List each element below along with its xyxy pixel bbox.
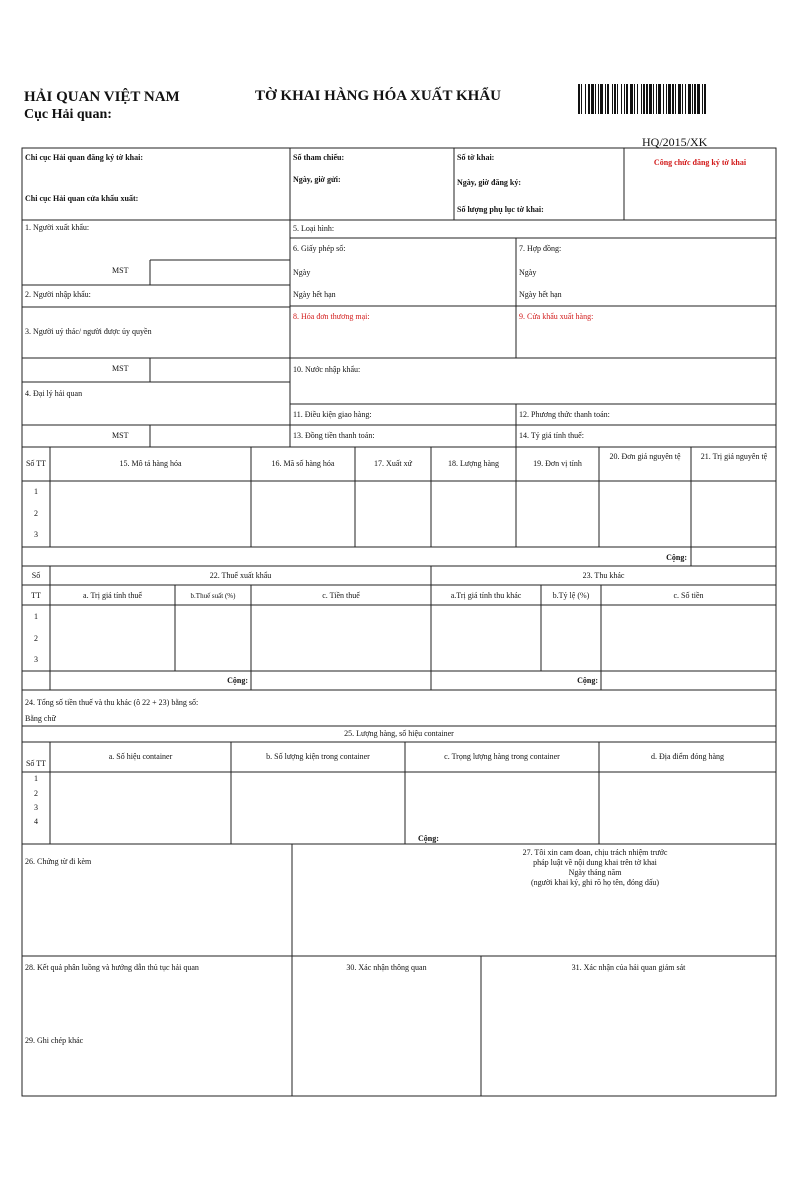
total-numbers-label: 24. Tổng số tiền thuế và thu khác (ô 22 + 23) bằng số: bbox=[25, 698, 199, 707]
license-expiry-label: Ngày hết hạn bbox=[293, 290, 336, 299]
goods-total-label: Cộng: bbox=[666, 553, 687, 562]
tax-row-no: 1 bbox=[34, 612, 38, 621]
goods-header-desc: 15. Mô tả hàng hóa bbox=[119, 459, 182, 468]
goods-header-qty: 18. Lượng hàng bbox=[447, 459, 499, 468]
type-label: 5. Loại hình: bbox=[293, 224, 335, 233]
container-row-no: 1 bbox=[34, 774, 38, 783]
agent-label: 4. Đại lý hải quan bbox=[25, 389, 83, 398]
tax-sub-rate: b.Thuế suất (%) bbox=[190, 592, 236, 600]
tax-header-no: Số bbox=[31, 571, 41, 580]
other-sub-value: a.Trị giá tính thu khác bbox=[450, 591, 522, 600]
other-total-label: Cộng: bbox=[577, 676, 598, 685]
delivery-terms-label: 11. Điều kiện giao hàng: bbox=[293, 410, 372, 419]
other-tax-header: 23. Thu khác bbox=[582, 571, 625, 580]
goods-header-no: Số TT bbox=[25, 459, 47, 468]
contract-label: 7. Hợp đồng: bbox=[519, 244, 562, 253]
officer-label: Công chức đăng ký tờ khai bbox=[653, 158, 747, 167]
payment-method-label: 12. Phương thức thanh toán: bbox=[519, 410, 610, 419]
commitment-line-2: pháp luật về nội dung khai trên tờ khai bbox=[533, 858, 657, 867]
clearance-label: 30. Xác nhận thông quan bbox=[346, 963, 427, 972]
goods-row-no: 2 bbox=[34, 509, 38, 518]
other-sub-amount: c. Số tiền bbox=[673, 591, 704, 600]
invoice-label: 8. Hóa đơn thương mại: bbox=[293, 312, 370, 321]
container-header-number: a. Số hiệu container bbox=[108, 752, 173, 761]
contract-expiry-label: Ngày hết hạn bbox=[519, 290, 562, 299]
container-total-label: Cộng: bbox=[418, 834, 439, 843]
ref-no-label: Số tham chiếu: bbox=[293, 153, 345, 162]
branch-border-label: Chi cục Hải quan cửa khẩu xuất: bbox=[25, 194, 139, 203]
exporter-mst-label: MST bbox=[112, 266, 129, 275]
agency-name: HẢI QUAN VIỆT NAM bbox=[24, 89, 180, 105]
department-label: Cục Hải quan: bbox=[24, 107, 112, 122]
goods-row-no: 1 bbox=[34, 487, 38, 496]
goods-header-origin: 17. Xuất xứ bbox=[374, 459, 412, 468]
tax-row-no: 2 bbox=[34, 634, 38, 643]
trustor-label: 3. Người uỷ thác/ người được ủy quyền bbox=[25, 327, 152, 336]
contract-date-label: Ngày bbox=[519, 268, 537, 277]
supervision-label: 31. Xác nhận của hải quan giám sát bbox=[571, 963, 686, 972]
commitment-date: Ngày tháng năm bbox=[568, 868, 622, 877]
attached-docs-label: 26. Chứng từ đi kèm bbox=[25, 857, 92, 866]
other-notes-label: 29. Ghi chép khác bbox=[25, 1036, 84, 1045]
tax-row-no: 3 bbox=[34, 655, 38, 664]
license-label: 6. Giấy phép số: bbox=[293, 244, 346, 253]
license-date-label: Ngày bbox=[293, 268, 311, 277]
tax-sub-taxable-value: a. Trị giá tính thuế bbox=[83, 591, 142, 600]
form-code: HQ/2015/XK bbox=[642, 135, 708, 149]
goods-row-no: 3 bbox=[34, 530, 38, 539]
form-title: TỜ KHAI HÀNG HÓA XUẤT KHẨU bbox=[255, 88, 501, 104]
commitment-sign-note: (người khai ký, ghi rõ họ tên, đóng dấu) bbox=[530, 878, 660, 887]
tax-total-label: Cộng: bbox=[227, 676, 248, 685]
decl-no-label: Số tờ khai: bbox=[457, 153, 495, 162]
container-header-place: d. Địa điểm đóng hàng bbox=[650, 752, 725, 761]
in-words-label: Bằng chữ bbox=[25, 714, 56, 723]
goods-header-unit-price: 20. Đơn giá nguyên tệ bbox=[609, 452, 681, 461]
appendix-count-label: Số lượng phụ lục tờ khai: bbox=[457, 205, 544, 214]
container-title: 25. Lượng hàng, số hiệu container bbox=[344, 729, 454, 738]
tax-header-tt: TT bbox=[31, 591, 41, 600]
container-header-packages: b. Số lượng kiện trong container bbox=[266, 752, 370, 761]
goods-header-unit: 19. Đơn vị tính bbox=[533, 459, 582, 468]
sent-time-label: Ngày, giờ gửi: bbox=[293, 175, 341, 184]
export-tax-header: 22. Thuế xuất khẩu bbox=[209, 571, 272, 580]
reg-time-label: Ngày, giờ đăng ký: bbox=[457, 178, 521, 187]
container-row-no: 4 bbox=[34, 817, 38, 826]
container-row-no: 2 bbox=[34, 789, 38, 798]
importer-label: 2. Người nhập khẩu: bbox=[25, 290, 91, 299]
commitment-line-1: 27. Tôi xin cam đoan, chịu trách nhiệm trước bbox=[522, 848, 668, 857]
export-port-label: 9. Cửa khẩu xuất hàng: bbox=[519, 312, 594, 321]
tax-sub-amount: c. Tiền thuế bbox=[322, 591, 360, 600]
trustor-mst-label: MST bbox=[112, 364, 129, 373]
agent-mst-label: MST bbox=[112, 431, 129, 440]
container-header-no: Số TT bbox=[25, 759, 47, 768]
container-header-weight: c. Trọng lượng hàng trong container bbox=[444, 752, 560, 761]
tax-rate-label: 14. Tỷ giá tính thuế: bbox=[519, 431, 584, 440]
container-row-no: 3 bbox=[34, 803, 38, 812]
goods-header-code: 16. Mã số hàng hóa bbox=[271, 459, 335, 468]
routing-label: 28. Kết quả phân luồng và hướng dẫn thủ tục hải quan bbox=[25, 963, 199, 972]
currency-label: 13. Đồng tiền thanh toán: bbox=[293, 431, 375, 440]
other-sub-rate: b.Tỷ lệ (%) bbox=[552, 591, 590, 600]
branch-register-label: Chi cục Hải quan đăng ký tờ khai: bbox=[25, 153, 144, 162]
exporter-label: 1. Người xuất khẩu: bbox=[25, 223, 90, 232]
import-country-label: 10. Nước nhập khẩu: bbox=[293, 365, 361, 374]
goods-header-value: 21. Trị giá nguyên tệ bbox=[700, 452, 768, 461]
